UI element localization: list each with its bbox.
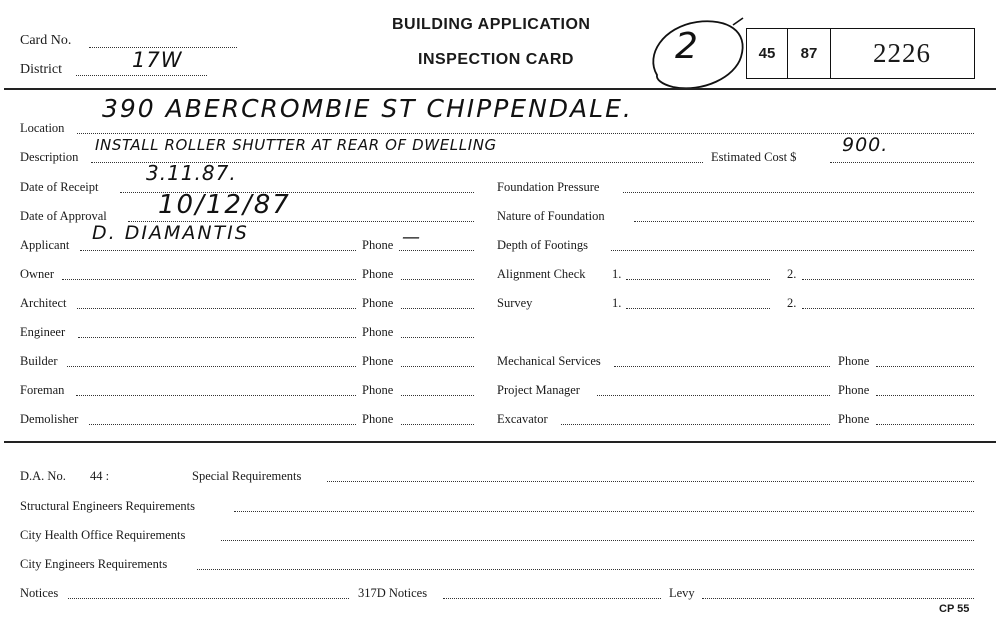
special-requirements-dots: [327, 481, 974, 482]
reference-box-cell-1: [747, 29, 788, 78]
project-manager-phone-dots: [876, 395, 974, 396]
survey-label: Survey: [497, 296, 533, 310]
survey-dots-2: [802, 308, 974, 309]
mechanical-services-label: Mechanical Services: [497, 354, 601, 368]
description-label: Description: [20, 150, 79, 164]
applicant-phone-dots: [399, 250, 474, 251]
project-manager-dots: [597, 395, 830, 396]
alignment-check-num1: 1.: [612, 267, 622, 281]
survey-num1: 1.: [612, 296, 622, 310]
architect-phone-dots: [401, 308, 474, 309]
foundation-pressure-label: Foundation Pressure: [497, 180, 600, 194]
applicant-label: Applicant: [20, 238, 70, 252]
mechanical-services-phone-label: Phone: [838, 354, 870, 368]
engineer-phone-dots: [401, 337, 474, 338]
applicant-phone-label: Phone: [362, 238, 394, 252]
structural-engineers-dots: [234, 511, 974, 512]
foundation-pressure-dots: [623, 192, 974, 193]
excavator-phone-label: Phone: [838, 412, 870, 426]
da-no-value: 44 :: [90, 469, 110, 483]
mechanical-services-dots: [614, 366, 830, 367]
owner-label: Owner: [20, 267, 55, 281]
form-code: CP 55: [939, 603, 970, 615]
notices-dots: [68, 598, 349, 599]
district-label: District: [20, 62, 62, 77]
survey-dots-1: [626, 308, 770, 309]
special-requirements-label: Special Requirements: [192, 469, 302, 483]
depth-of-footings-label: Depth of Footings: [497, 238, 588, 252]
alignment-check-label: Alignment Check: [497, 267, 586, 281]
project-manager-label: Project Manager: [497, 383, 580, 397]
levy-dots: [702, 598, 974, 599]
location-value: 390 ABERCROMBIE ST CHIPPENDALE.: [102, 94, 633, 123]
excavator-label: Excavator: [497, 412, 548, 426]
owner-phone-dots: [401, 279, 474, 280]
alignment-check-dots-1: [626, 279, 770, 280]
city-engineers-dots: [197, 569, 974, 570]
notices-label: Notices: [20, 586, 59, 600]
excavator-phone-dots: [876, 424, 974, 425]
demolisher-phone-label: Phone: [362, 412, 394, 426]
date-of-approval-label: Date of Approval: [20, 209, 107, 223]
date-of-receipt-label: Date of Receipt: [20, 180, 99, 194]
nature-of-foundation-dots: [634, 221, 974, 222]
demolisher-dots: [89, 424, 356, 425]
excavator-dots: [561, 424, 830, 425]
foreman-dots: [76, 395, 356, 396]
engineer-label: Engineer: [20, 325, 66, 339]
location-label: Location: [20, 121, 65, 135]
mechanical-services-phone-dots: [876, 366, 974, 367]
description-value: INSTALL ROLLER SHUTTER AT REAR OF DWELLING: [95, 136, 497, 154]
builder-label: Builder: [20, 354, 58, 368]
owner-phone-label: Phone: [362, 267, 394, 281]
architect-phone-label: Phone: [362, 296, 394, 310]
foreman-label: Foreman: [20, 383, 65, 397]
engineer-phone-label: Phone: [362, 325, 394, 339]
circled-number: 2: [675, 26, 699, 67]
structural-engineers-label: Structural Engineers Requirements: [20, 499, 195, 513]
notices-317d-label: 317D Notices: [358, 586, 428, 600]
date-of-approval-value: 10/12/87: [158, 190, 291, 220]
reference-box-cell-3: [831, 29, 973, 78]
builder-phone-label: Phone: [362, 354, 394, 368]
demolisher-phone-dots: [401, 424, 474, 425]
circled-number-mark: [645, 13, 755, 95]
applicant-phone-value: —: [402, 227, 421, 248]
district-dots: [76, 75, 207, 76]
reference-box-value-2: 87: [800, 45, 818, 62]
da-no-label: D.A. No.: [20, 469, 66, 483]
title-line2: INSPECTION CARD: [418, 51, 574, 68]
architect-dots: [77, 308, 356, 309]
reference-box-value-1: 45: [758, 45, 776, 62]
city-health-label: City Health Office Requirements: [20, 528, 186, 542]
estimated-cost-label: Estimated Cost $: [711, 150, 797, 164]
reference-box-cell-2: [788, 29, 831, 78]
reference-box-value-3: 2226: [873, 38, 931, 68]
engineer-dots: [78, 337, 356, 338]
title-line1: BUILDING APPLICATION: [392, 16, 591, 33]
depth-of-footings-dots: [611, 250, 974, 251]
alignment-check-dots-2: [802, 279, 974, 280]
city-health-dots: [221, 540, 974, 541]
district-value: 17W: [132, 48, 183, 72]
nature-of-foundation-label: Nature of Foundation: [497, 209, 605, 223]
demolisher-label: Demolisher: [20, 412, 79, 426]
levy-label: Levy: [669, 586, 695, 600]
survey-num2: 2.: [787, 296, 797, 310]
notices-317d-dots: [443, 598, 661, 599]
owner-dots: [62, 279, 356, 280]
estimated-cost-value: 900.: [842, 134, 889, 156]
city-engineers-label: City Engineers Requirements: [20, 557, 168, 571]
location-dots: [77, 133, 974, 134]
applicant-value: D. DIAMANTIS: [92, 222, 249, 244]
builder-phone-dots: [401, 366, 474, 367]
builder-dots: [67, 366, 356, 367]
architect-label: Architect: [20, 296, 67, 310]
middle-divider: [4, 441, 996, 443]
date-of-receipt-value: 3.11.87.: [146, 161, 237, 185]
estimated-cost-dots: [830, 162, 974, 163]
reference-number-box: [746, 28, 975, 79]
foreman-phone-label: Phone: [362, 383, 394, 397]
foreman-phone-dots: [401, 395, 474, 396]
card-no-label: Card No.: [20, 33, 72, 48]
alignment-check-num2: 2.: [787, 267, 797, 281]
applicant-dots: [80, 250, 356, 251]
header-divider: [4, 88, 996, 90]
project-manager-phone-label: Phone: [838, 383, 870, 397]
